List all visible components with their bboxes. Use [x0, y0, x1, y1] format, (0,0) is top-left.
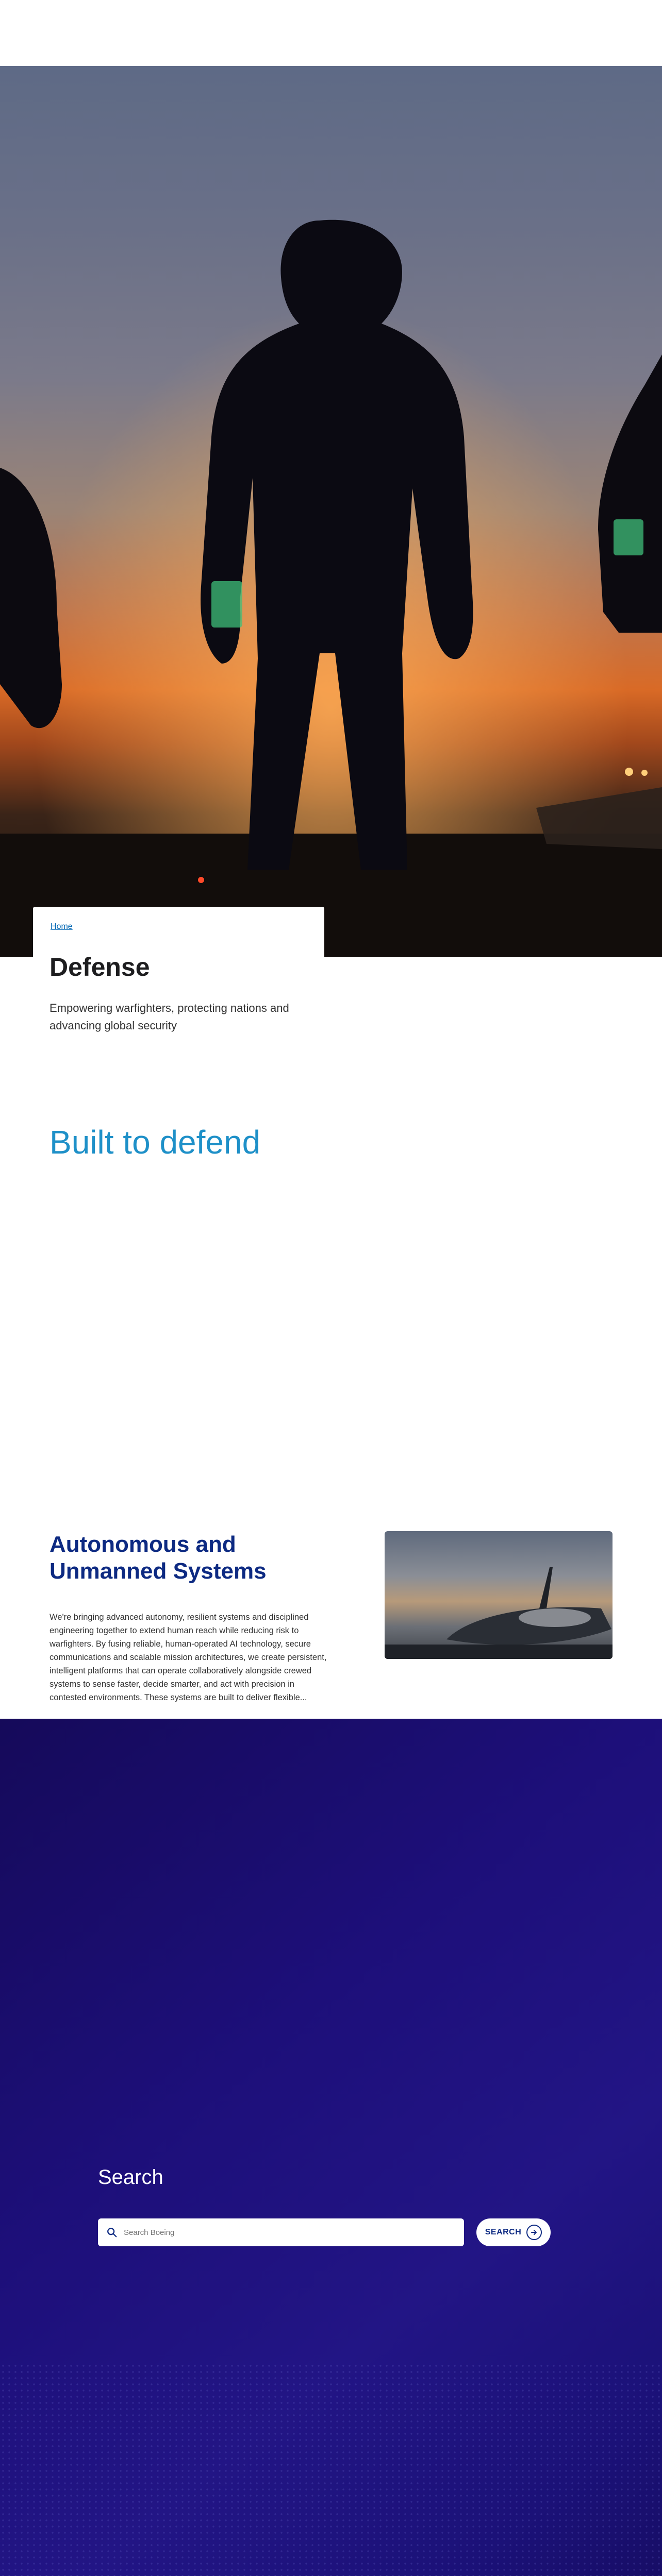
search-field[interactable] — [98, 2218, 464, 2246]
breadcrumb-home-link[interactable]: Home — [51, 922, 73, 931]
search-section — [0, 1719, 662, 2576]
page-subtitle: Empowering warfighters, protecting nations and advancing global security — [49, 1002, 289, 1032]
search-button[interactable] — [476, 2218, 551, 2246]
autonomous-systems-body: We're bringing advanced autonomy, resilient systems and disciplined engineering together to extend human reach while reducing risk to warfighters. By fusing reliable, human-operated AI technology, secure communications and scalable mission architectures, we create persistent, intelligent platforms that can operate collaboratively alongside crewed systems to sense faster, decide smarter, and act with precision in contested environments. These systems are built to deliver flexible... — [49, 1613, 327, 1702]
section-heading-built-to-defend: Built to defend — [49, 1124, 261, 1161]
hero-silhouette-art — [0, 66, 662, 957]
search-input[interactable] — [124, 2228, 433, 2237]
page-title: Defense — [49, 953, 150, 981]
unmanned-aircraft-art — [385, 1531, 613, 1659]
hero-image — [0, 66, 662, 957]
search-heading: Search — [98, 2166, 163, 2189]
arrow-right-icon — [526, 2225, 542, 2240]
autonomous-systems-heading: Autonomous and Unmanned Systems — [49, 1532, 267, 1584]
breadcrumb — [33, 907, 324, 957]
dot-pattern — [0, 2363, 662, 2576]
search-icon — [106, 2227, 118, 2238]
autonomous-aircraft-image — [385, 1531, 613, 1659]
search-button-label: SEARCH — [485, 2228, 522, 2236]
